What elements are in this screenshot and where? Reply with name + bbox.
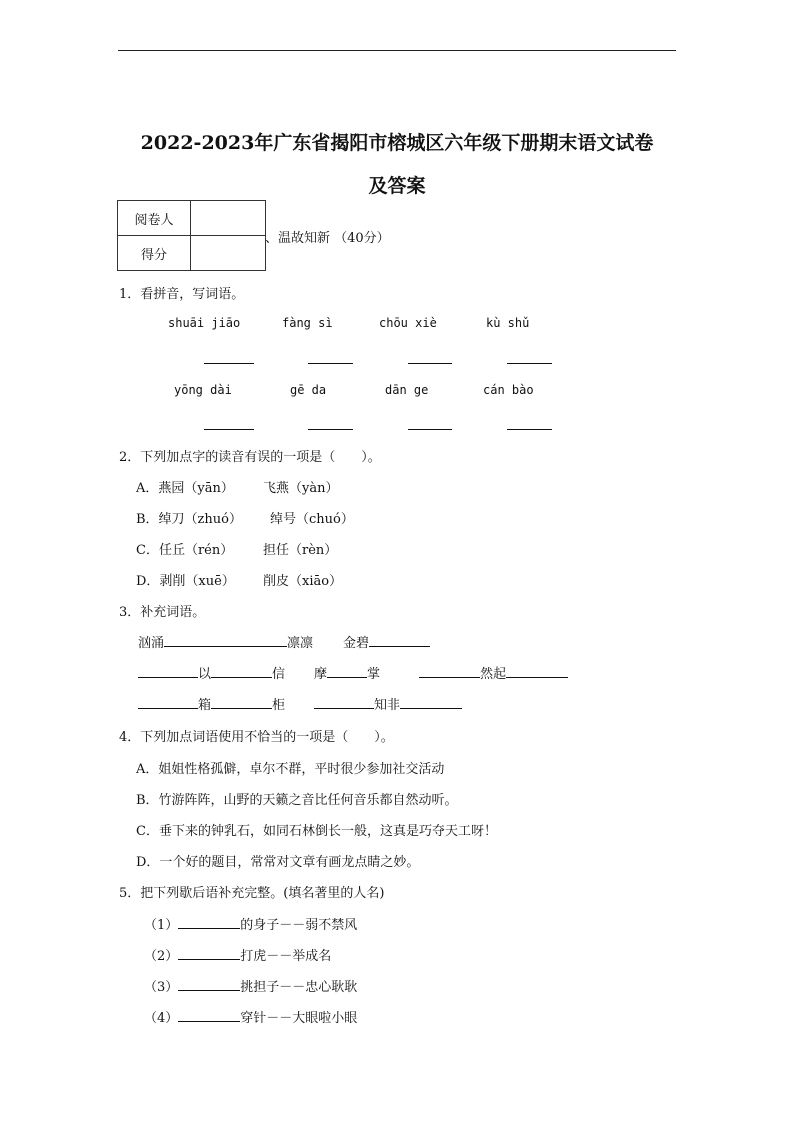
q3-row3 <box>138 694 462 713</box>
q2-option-a-compare: 飞燕（yàn） <box>263 481 339 496</box>
section-heading: 、温故知新 （40分） <box>265 231 390 246</box>
q1-stem: 1．看拼音，写词语。 <box>119 287 245 302</box>
q1-pinyin: chōu xiè <box>379 316 437 330</box>
q3-blank[interactable] <box>211 694 272 709</box>
q2-stem: 2．下列加点字的读音有误的一项是（ ）。 <box>119 450 381 465</box>
q3-stem: 3．补充词语。 <box>119 605 206 620</box>
q3-word: 然起 <box>480 667 507 682</box>
q5-item <box>144 914 357 933</box>
q3-word: 汹涌 <box>138 636 165 651</box>
reviewer-label: 阅卷人 <box>118 201 191 236</box>
q3-blank[interactable] <box>164 632 287 647</box>
q2-option-b-compare: 绰号（chuó） <box>270 512 354 527</box>
q1-answer-blank[interactable] <box>408 363 452 364</box>
q3-blank[interactable] <box>138 663 198 678</box>
q4-option-b[interactable]: B．竹游阵阵，山野的天籁之音比任何音乐都自然动听。 <box>136 793 458 808</box>
q3-blank[interactable] <box>138 694 198 709</box>
q2-option-c[interactable]: C．任丘（rén） <box>136 543 234 558</box>
q3-word: 箱 <box>198 698 212 713</box>
q3-word: 柜 <box>272 698 286 713</box>
q3-blank[interactable] <box>314 694 374 709</box>
q1-pinyin: dān ge <box>385 383 429 397</box>
q5-item <box>144 1007 357 1026</box>
q5-blank[interactable] <box>178 1007 240 1022</box>
q3-word: 信 <box>272 667 286 682</box>
q3-word: 摩 <box>314 667 328 682</box>
q3-row1 <box>138 632 430 651</box>
q1-answer-blank[interactable] <box>507 363 552 364</box>
q1-answer-blank[interactable] <box>204 429 254 430</box>
q4-option-c[interactable]: C．垂下来的钟乳石，如同石林倒长一般，这真是巧夺天工呀！ <box>136 824 497 839</box>
q3-blank[interactable] <box>211 663 272 678</box>
q1-pinyin: cán bào <box>483 383 534 397</box>
q2-option-c-compare: 担任（rèn） <box>263 543 338 558</box>
q3-word: 知非 <box>374 698 401 713</box>
q2-option-d-compare: 削皮（xiāo） <box>263 574 343 589</box>
q1-pinyin: shuāi jiāo <box>168 316 241 330</box>
q3-word: 金碧 <box>343 636 370 651</box>
q4-option-a[interactable]: A．姐姐性格孤僻，卓尔不群，平时很少参加社交活动 <box>136 762 445 777</box>
q5-item <box>144 945 331 964</box>
q2-option-a[interactable]: A．燕园（yān） <box>136 481 234 496</box>
q3-blank[interactable] <box>327 663 367 678</box>
q3-blank[interactable] <box>400 694 462 709</box>
score-label: 得分 <box>118 236 191 271</box>
page-title: 2022-2023年广东省揭阳市榕城区六年级下册期末语文试卷 <box>140 132 654 154</box>
q3-blank[interactable] <box>369 632 430 647</box>
q1-pinyin: yōng dài <box>174 383 232 397</box>
q5-item-text: 穿针－－大眼啦小眼 <box>240 1011 358 1026</box>
q5-item-text: 打虎－－举成名 <box>240 949 332 964</box>
q5-item-number: （1） <box>144 918 179 933</box>
q1-answer-blank[interactable] <box>507 429 552 430</box>
q1-pinyin: fàng sì <box>282 316 333 330</box>
q5-item-number: （2） <box>144 949 179 964</box>
q5-item-text: 挑担子－－忠心耿耿 <box>240 980 358 995</box>
page-title-line2: 及答案 <box>368 175 426 197</box>
header-rule <box>118 50 676 51</box>
q1-answer-blank[interactable] <box>408 429 452 430</box>
q1-answer-blank[interactable] <box>308 429 353 430</box>
q2-option-d[interactable]: D．剥削（xuē） <box>136 574 235 589</box>
q2-option-b[interactable]: B．绰刀（zhuó） <box>136 512 242 527</box>
q1-pinyin: gē da <box>290 383 327 397</box>
q3-word: 凛凛 <box>287 636 314 651</box>
q3-blank[interactable] <box>419 663 480 678</box>
q3-row2 <box>138 663 568 682</box>
q3-blank[interactable] <box>506 663 568 678</box>
q1-answer-blank[interactable] <box>308 363 353 364</box>
score-field[interactable] <box>191 236 266 271</box>
reviewer-field[interactable] <box>191 201 266 236</box>
q4-option-d[interactable]: D．一个好的题目，常常对文章有画龙点睛之妙。 <box>136 855 420 870</box>
score-table <box>117 200 266 271</box>
q5-item-number: （3） <box>144 980 179 995</box>
q5-item-number: （4） <box>144 1011 179 1026</box>
q5-stem: 5．把下列歇后语补充完整。(填名著里的人名) <box>119 886 385 901</box>
q1-pinyin: kù shǔ <box>486 316 530 330</box>
q5-blank[interactable] <box>178 914 240 929</box>
q5-item <box>144 976 357 995</box>
q5-blank[interactable] <box>178 945 240 960</box>
q5-blank[interactable] <box>178 976 240 991</box>
q3-word: 以 <box>198 667 212 682</box>
q4-stem: 4．下列加点词语使用不恰当的一项是（ ）。 <box>119 730 394 745</box>
q5-item-text: 的身子－－弱不禁风 <box>240 918 358 933</box>
q3-word: 掌 <box>367 667 381 682</box>
q1-answer-blank[interactable] <box>204 363 254 364</box>
